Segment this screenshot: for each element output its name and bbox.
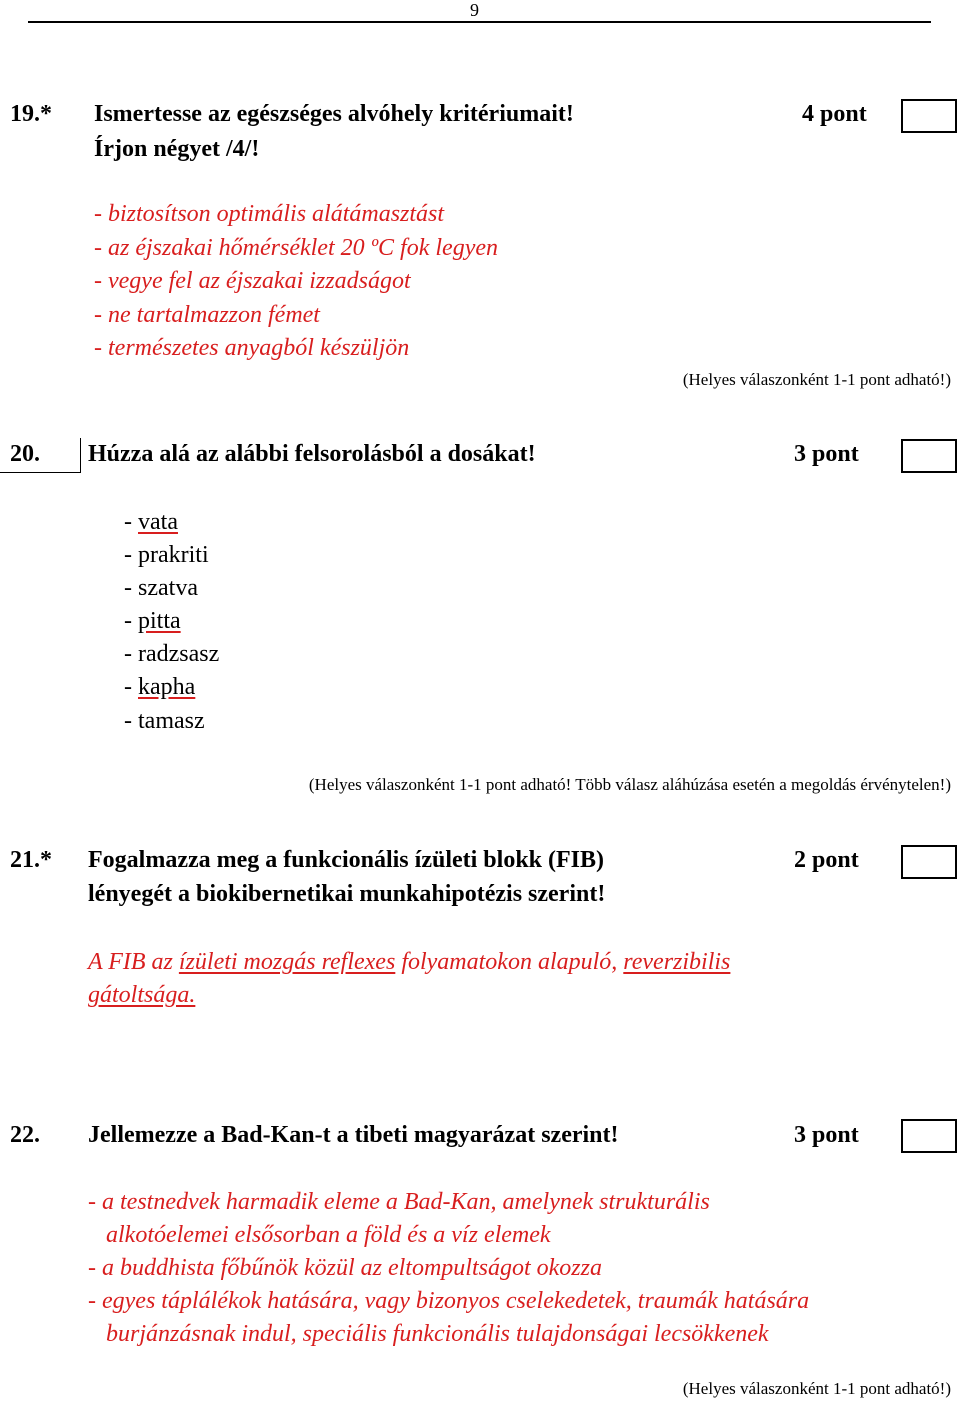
q20-item-szatva[interactable] [124, 575, 198, 602]
q21-answer-text: A FIB az [88, 949, 179, 975]
q20-item-text: kapha [138, 674, 196, 700]
q20-item-prakriti[interactable] [124, 542, 209, 569]
q22-points: 3 pont [794, 1122, 859, 1148]
page-number: 9 [470, 0, 479, 20]
q20-item-text: vata [138, 509, 178, 535]
q19-scoring-note: (Helyes válaszonként 1-1 pont adható!) [682, 370, 951, 389]
q20-item-dash: - [124, 542, 132, 568]
q19-score-box[interactable] [901, 99, 957, 133]
q20-item-dash: - [124, 509, 132, 535]
q21-answer-line-2 [88, 982, 195, 1009]
q20-item-text: prakriti [138, 542, 209, 568]
q21-answer-line-1 [88, 949, 730, 976]
q21-score-box[interactable] [901, 845, 957, 879]
q19-number: 19.* [10, 101, 52, 127]
header-rule [28, 21, 931, 23]
q22-answer-3-cont: burjánzásnak indul, speciális funkcionális tulajdonságai lecsökkenek [106, 1321, 769, 1347]
q21-title-line-2: lényegét a biokibernetikai munkahipotézis szerint! [88, 881, 606, 907]
q20-item-pitta[interactable] [124, 608, 181, 635]
q22-number: 22. [10, 1122, 40, 1148]
q20-number: 20. [10, 441, 40, 467]
q21-points: 2 pont [794, 847, 859, 873]
q22-answer-3: - egyes táplálékok hatására, vagy bizonyos cselekedetek, traumák hatására [88, 1288, 810, 1314]
q19-answer-4: - ne tartalmazzon fémet [94, 302, 320, 328]
q20-item-dash: - [124, 708, 132, 734]
q21-answer-underlined: gátoltsága. [88, 982, 196, 1008]
q20-item-tamasz[interactable] [124, 708, 205, 735]
q22-title: Jellemezze a Bad-Kan-t a tibeti magyarázat szerint! [88, 1122, 619, 1148]
q20-item-text: szatva [138, 575, 198, 601]
q19-subtitle: Írjon négyet /4/! [94, 136, 260, 162]
q20-item-text: radzsasz [138, 641, 220, 667]
q19-answer-3: - vegye fel az éjszakai izzadságot [94, 268, 411, 294]
q20-item-dash: - [124, 608, 132, 634]
q20-item-radzsasz[interactable] [124, 641, 219, 668]
q22-answer-2: - a buddhista főbűnök közül az eltompultságot okozza [88, 1255, 602, 1281]
q22-answer-1: - a testnedvek harmadik eleme a Bad-Kan, amelynek strukturális [88, 1189, 710, 1215]
q21-title-line-1: Fogalmazza meg a funkcionális ízületi blokk (FIB) [88, 847, 604, 873]
q20-points: 3 pont [794, 441, 859, 467]
q19-points: 4 pont [802, 101, 867, 127]
q20-item-vata[interactable] [124, 509, 178, 536]
q19-answer-2: - az éjszakai hőmérséklet 20 ºC fok legyen [94, 235, 499, 261]
q22-score-box[interactable] [901, 1119, 957, 1153]
q21-answer-underlined: ízületi mozgás reflexes [178, 949, 396, 975]
q20-score-box[interactable] [901, 439, 957, 473]
q20-title: Húzza alá az alábbi felsorolásból a dosákat! [88, 441, 536, 467]
q20-item-dash: - [124, 575, 132, 601]
q20-item-text: tamasz [138, 708, 205, 734]
q20-item-dash: - [124, 674, 132, 700]
q20-item-text: pitta [138, 608, 181, 634]
q22-answer-1-cont: alkotóelemei elsősorban a föld és a víz elemek [106, 1222, 551, 1248]
q21-answer-text: folyamatokon alapuló, [395, 949, 624, 975]
q20-item-kapha[interactable] [124, 674, 195, 701]
q20-item-dash: - [124, 641, 132, 667]
q19-answer-1: - biztosítson optimális alátámasztást [94, 201, 445, 227]
q19-title: Ismertesse az egészséges alvóhely kritériumait! [94, 101, 574, 127]
q22-scoring-note: (Helyes válaszonként 1-1 pont adható!) [682, 1379, 951, 1398]
q20-scoring-note: (Helyes válaszonként 1-1 pont adható! Több válasz aláhúzása esetén a megoldás érvénytelen!) [308, 775, 951, 794]
q19-answer-5: - természetes anyagból készüljön [94, 335, 410, 361]
q21-number: 21.* [10, 847, 52, 873]
q21-answer-underlined: reverzibilis [623, 949, 731, 975]
